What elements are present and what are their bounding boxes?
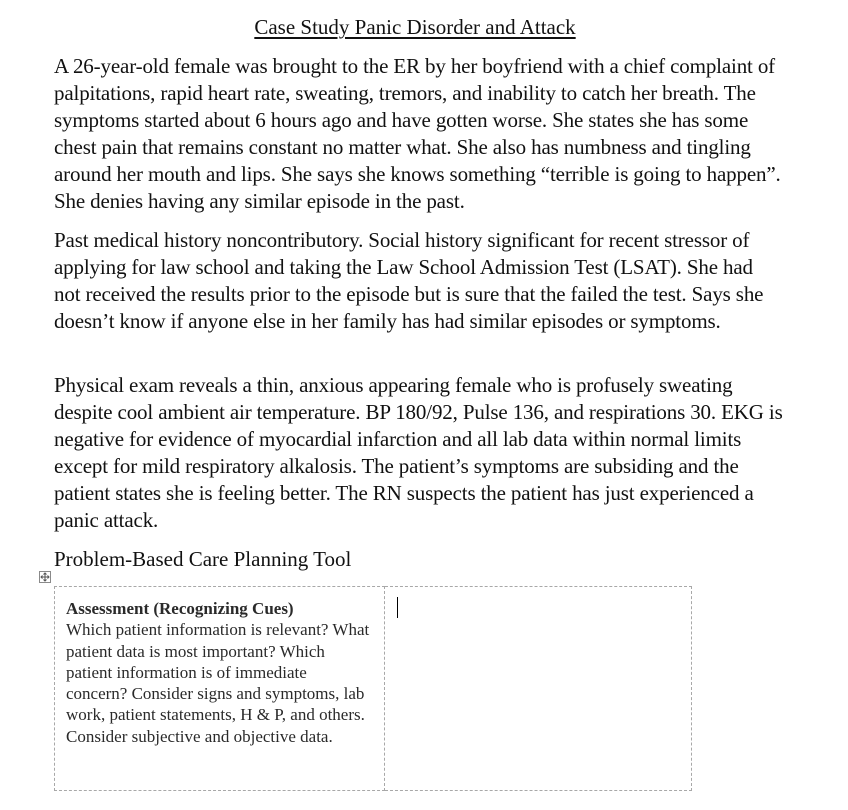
table-move-handle-icon[interactable]	[39, 571, 51, 583]
care-planning-tool-heading: Problem-Based Care Planning Tool	[54, 547, 352, 571]
document-title: Case Study Panic Disorder and Attack	[254, 15, 576, 39]
case-paragraph-presentation: A 26-year-old female was brought to the ER by her boyfriend with a chief complaint of palpitations, rapid heart rate, sweating, tremors, and inability to catch her breath. The symptoms started about 6 hours ago and have gotten worse. She states she has some chest pain that remains constant no matter what. She also has numbness and tingling around her mouth and lips. She says she knows something “terrible is going to happen”. She denies having any similar episode in the past.	[54, 54, 781, 213]
assessment-response-cell[interactable]	[385, 587, 692, 791]
assessment-cell[interactable]	[55, 587, 385, 791]
text-cursor	[397, 597, 398, 618]
case-paragraph-exam: Physical exam reveals a thin, anxious appearing female who is profusely sweating despite cool ambient air temperature. BP 180/92, Pulse 136, and respirations 30. EKG is negative for evidence of myocardial infarction and all lab data within normal limits except for mild respiratory alkalosis. The patient’s symptoms are subsiding and the patient states she is feeling better. The RN suspects the patient has just experienced a panic attack.	[54, 373, 783, 532]
assessment-heading: Assessment (Recognizing Cues)	[66, 599, 294, 618]
case-paragraph-history: Past medical history noncontributory. Social history significant for recent stressor of applying for law school and taking the Law School Admission Test (LSAT). She had not received the results prior to the episode but is sure that the failed the test. Says she doesn’t know if anyone else in her family has had similar episodes or symptoms.	[54, 228, 764, 333]
table-row	[55, 587, 692, 791]
care-planning-table	[54, 586, 692, 791]
assessment-prompt: Which patient information is relevant? What patient data is most important? Which patient information is of immediate concern? Consider signs and symptoms, lab work, patient statements, H & P, and others. Consider subjective and objective data.	[66, 620, 370, 746]
